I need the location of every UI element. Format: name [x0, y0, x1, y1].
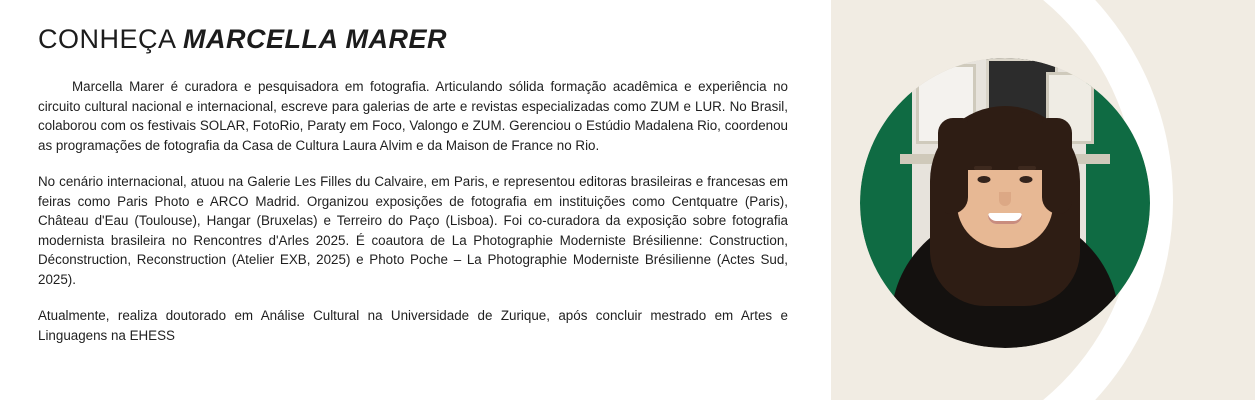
photo-subject-eyebrow-right: [1018, 166, 1036, 170]
bio-paragraph-1: [38, 77, 788, 155]
photo-subject-eyebrow-left: [974, 166, 992, 170]
bio-content: [38, 24, 788, 345]
bio-paragraph-1-text: Marcella Marer é curadora e pesquisadora em fotografia. Articulando sólida formação acadêmica e experiência no circuito cultural nacional e internacional, escreve para galerias de arte e revistas especializadas como ZUM e LUR. No Brasil, colaborou com os festivais SOLAR, FotoRio, Paraty em Foco, Valongo e ZUM. Gerenciou o Estúdio Madalena Rio, coordenou as programações de fotografia da Casa de Cultura Laura Alvim e da Maison de France no Rio.: [38, 79, 788, 153]
bio-paragraph-3: Atualmente, realiza doutorado em Análise Cultural na Universidade de Zurique, após concluir mestrado em Artes e Linguagens na EHESS: [38, 308, 788, 343]
photo-subject-mouth: [988, 213, 1022, 224]
page-title: [38, 24, 788, 55]
portrait-photo: [860, 58, 1150, 348]
page-title-name: MARCELLA MARER: [183, 24, 448, 54]
page-title-prefix: CONHEÇA: [38, 24, 184, 54]
photo-subject-hair-left: [938, 118, 968, 214]
bio-paragraph-2: No cenário internacional, atuou na Galerie Les Filles du Calvaire, em Paris, e representou editoras brasileiras e francesas em feiras como Paris Photo e ARCO Madrid. Organizou exposições de fotografia em instituições como Centquatre (Paris), Château d'Eau (Toulouse), Hangar (Bruxelas) e Terreiro do Paço (Lisboa). Foi co-curadora da exposição sobre fotografia modernista brasileira no Rencontres d'Arles 2025. É coautora de La Photographie Moderniste Brésilienne: Construction, Déconstruction, Reconstruction (Atelier EXB, 2025) e Photo Poche – La Photographie Moderniste Brésilienne (Actes Sud, 2025).: [38, 174, 788, 287]
photo-subject-eye-left: [978, 176, 991, 183]
avatar: [860, 58, 1150, 348]
photo-subject-eye-right: [1020, 176, 1033, 183]
photo-subject-hair-right: [1042, 118, 1072, 214]
photo-subject-nose: [999, 192, 1011, 206]
